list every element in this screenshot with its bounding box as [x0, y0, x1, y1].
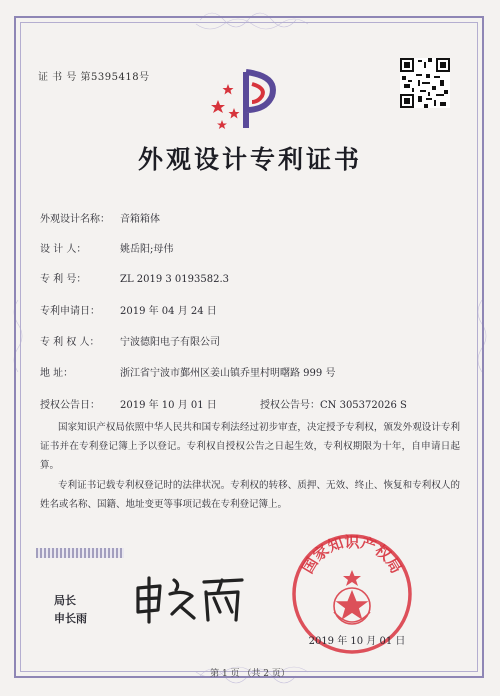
seal-date: 2019 年 10 月 01 日: [308, 636, 406, 647]
field-value: 音箱箱体: [120, 214, 160, 225]
field-designer: [40, 240, 173, 255]
barcode-strip: [36, 548, 124, 558]
field-value: ZL 2019 3 0193582.3: [120, 274, 230, 285]
field-address: [40, 364, 335, 379]
seal-text: 国家知识产权局: [298, 532, 406, 577]
field-application-date: [40, 302, 217, 317]
field-label: 地 址：: [40, 368, 74, 379]
field-label: 专 利 权 人：: [40, 337, 100, 348]
field-label: 授权公告日：: [40, 400, 100, 411]
legal-status-paragraph: 专利证书记载专利权登记时的法律状况。专利权的转移、质押、无效、终止、恢复和专利权人的姓名或名称、国籍、地址变更等事项记载在专利登记簿上。: [40, 480, 460, 510]
field-patentee: [40, 333, 220, 348]
field-value: 姚岳阳;母伟: [120, 244, 174, 255]
field-value: 浙江省宁波市鄞州区姜山镇乔里村明曙路 999 号: [120, 368, 336, 379]
field-value: 宁波德阳电子有限公司: [120, 337, 220, 348]
page-number-footer: 第 1 页 （共 2 页）: [210, 669, 290, 679]
field-design-name: [40, 210, 160, 225]
signer-name: 申长雨: [54, 612, 87, 625]
field-label: 专 利 号：: [40, 274, 87, 285]
field-value: 2019 年 04 月 24 日: [120, 306, 217, 317]
certificate-title: 外观设计专利证书: [137, 145, 362, 174]
director-signature: [130, 570, 250, 626]
field-value: 2019 年 10 月 01 日: [120, 400, 217, 411]
field-label: 外观设计名称：: [40, 214, 110, 225]
signer-title: 局长: [54, 594, 76, 607]
field-grant-number: [260, 396, 407, 411]
patent-office-logo: [208, 62, 288, 134]
qr-code: [400, 58, 450, 108]
field-label: 专利申请日：: [40, 306, 100, 317]
field-label: 设 计 人：: [40, 244, 87, 255]
field-patent-number: [40, 270, 229, 285]
certificate-number: 证 书 号 第5395418号: [38, 72, 150, 83]
field-grant-date: [40, 396, 217, 411]
field-value: CN 305372026 S: [320, 400, 407, 411]
field-label: 授权公告号：: [260, 400, 320, 411]
grant-statement-paragraph: 国家知识产权局依照中华人民共和国专利法经过初步审查，决定授予专利权，颁发外观设计专利证书并在专利登记簿上予以登记。专利权自授权公告之日起生效，专利权期限为十年，自申请日起算。: [40, 422, 460, 471]
